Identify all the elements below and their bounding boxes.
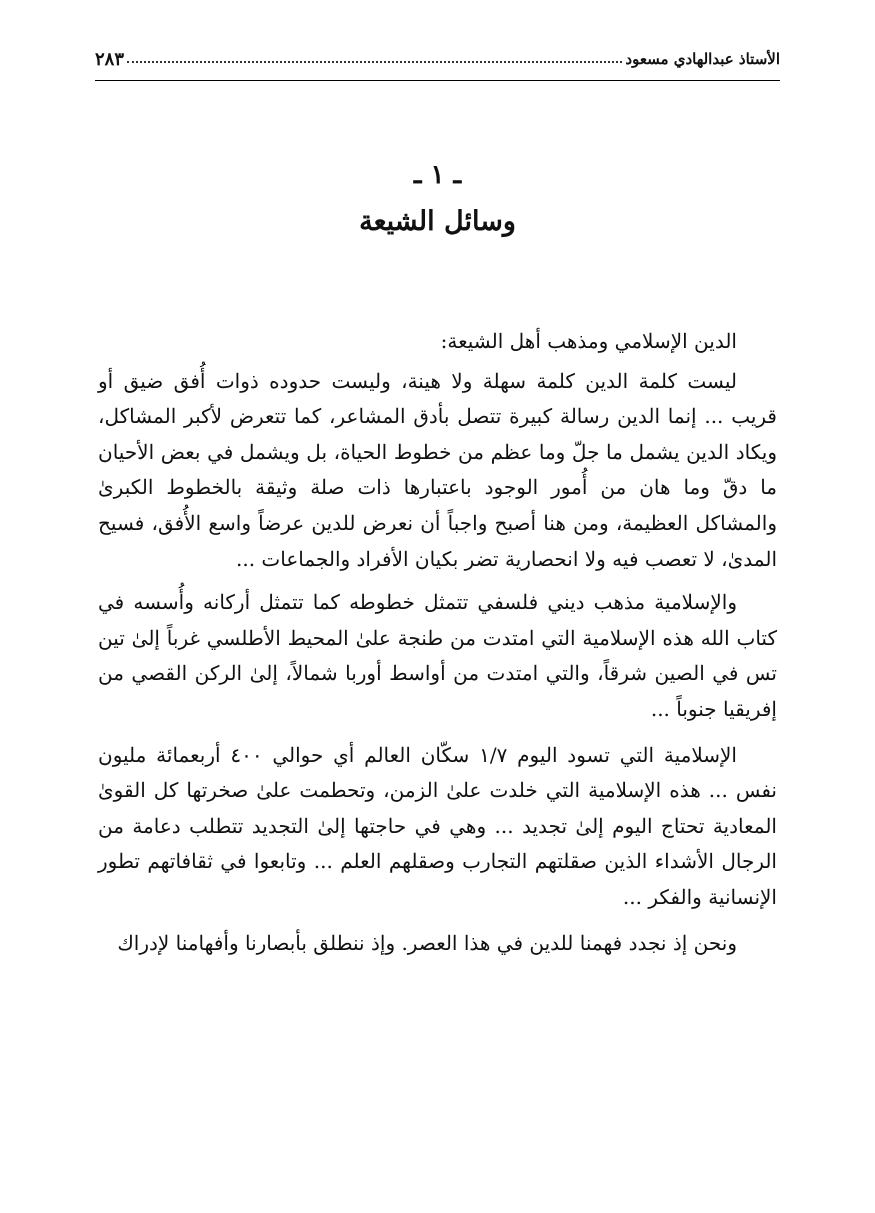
running-header	[95, 44, 780, 74]
paragraph: ليست كلمة الدين كلمة سهلة ولا هينة، وليست حدوده ذوات أُفق ضيق أو قريب ... إنما الدين رسالة كبيرة تتصل بأدق المشاعر، كما تتعرض لأكبر المشاكل، ويكاد الدين يشمل ما جلّ وما عظم من خطوط الحياة، بل ويشمل في بعض الأحيان ما دقّ وما هان من أُمور الوجود باعتبارها ذات صلة وثيقة بالخطوط الكبرىٰ والمشاكل العظيمة، ومن هنا أصبح واجباً أن نعرض للدين عرضاً واسع الأُفق، فسيح المدىٰ، لا تعصب فيه ولا انحصارية تضر بكيان الأفراد والجماعات ...	[98, 368, 777, 571]
paragraph: ونحن إذ نجدد فهمنا للدين في هذا العصر. وإذ ننطلق بأبصارنا وأفهامنا لإدراك	[117, 930, 737, 955]
header-leader-dots	[127, 51, 622, 63]
header-rule	[95, 80, 780, 81]
body-text	[98, 324, 777, 969]
paragraph: والإسلامية مذهب ديني فلسفي تتمثل خطوطه كما تتمثل أركانه وأُسسه في كتاب الله هذه الإسلامية التي امتدت من طنجة علىٰ المحيط الأطلسي غرباً إلىٰ تين تس في الصين شرقاً، والتي امتدت من أواسط أوربا شمالاً، إلىٰ الركن القصي من إفريقيا جنوباً ...	[98, 590, 777, 721]
section-subheading: الدين الإسلامي ومذهب أهل الشيعة:	[440, 329, 737, 353]
header-author: الأستاذ عبدالهادي مسعود	[625, 50, 780, 68]
chapter-title: وسائل الشيعة	[359, 206, 516, 237]
paragraph: الإسلامية التي تسود اليوم ١/٧ سكّان العالم أي حوالي ٤٠٠ أربعمائة مليون نفس ... هذه الإسلامية التي خلدت علىٰ الزمن، وتحطمت علىٰ صخرتها كل القوىٰ المعادية تحتاج اليوم إلىٰ تجديد ... وهي في حاجتها إلىٰ التجديد تتطلب دعامة من الرجال الأشداء الذين صقلتهم التجارب وصقلهم العلم ... وتابعوا في ثقافاتهم تطور الإنسانية والفكر ...	[98, 742, 777, 909]
page-number: ٢٨٣	[95, 48, 125, 70]
chapter-number: ـ ١ ـ	[413, 160, 462, 190]
